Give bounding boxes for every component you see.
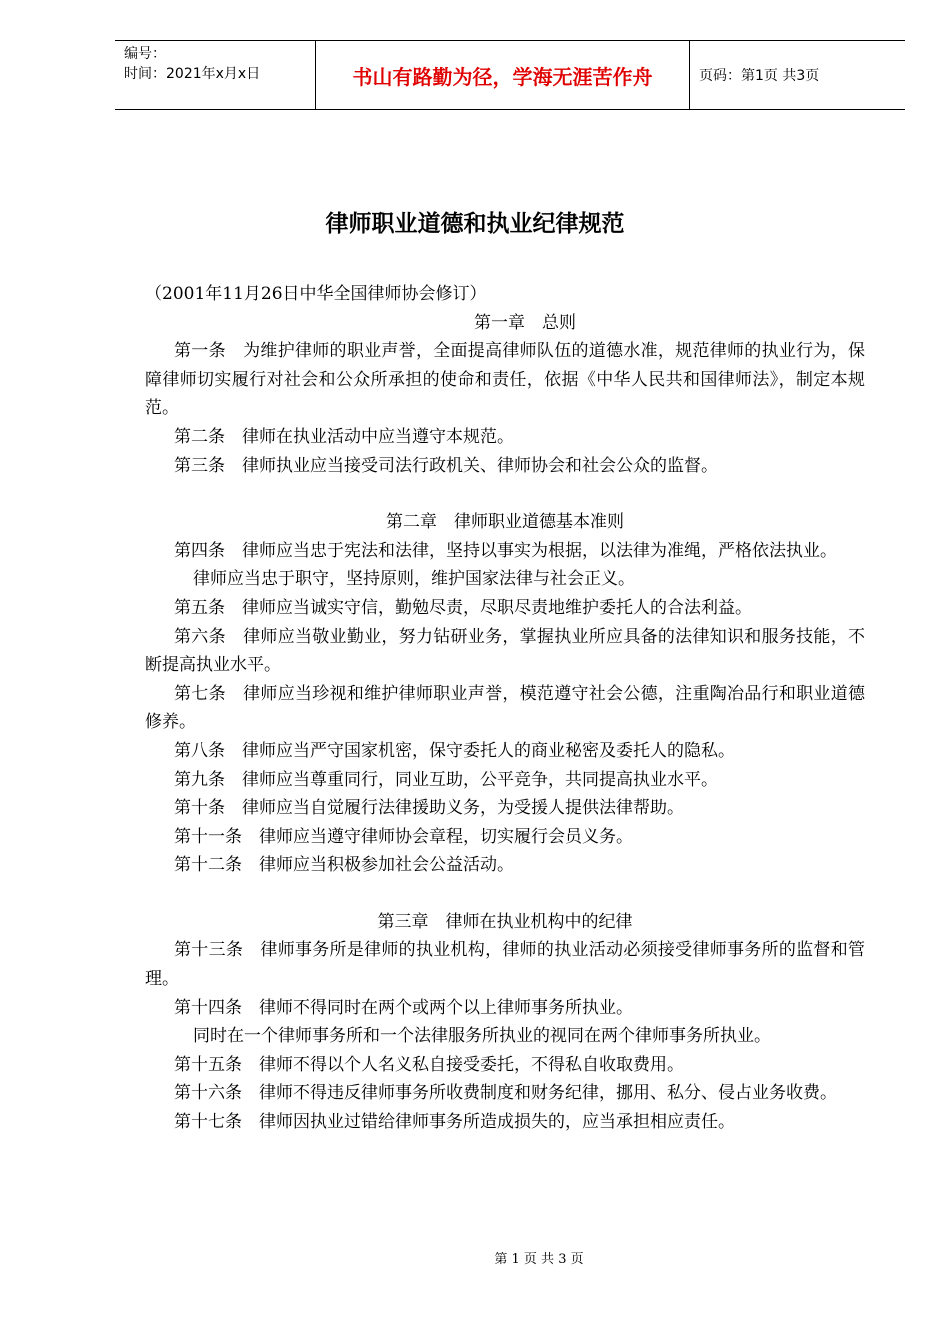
page-footer: 第 1 页 共 3 页 <box>494 1252 584 1267</box>
page-header <box>115 40 905 110</box>
article-paragraph: 第五条 律师应当诚实守信，勤勉尽责，尽职尽责地维护委托人的合法利益。 <box>174 597 752 618</box>
article-paragraph: 第十四条 律师不得同时在两个或两个以上律师事务所执业。 <box>174 997 633 1018</box>
chapter-heading: 第一章 总则 <box>474 312 576 333</box>
article-paragraph: 同时在一个律师事务所和一个法律服务所执业的视同在两个律师事务所执业。 <box>193 1026 771 1047</box>
document-body <box>145 280 865 1137</box>
spacer <box>145 880 865 908</box>
article-paragraph: 第六条 律师应当敬业勤业，努力钻研业务，掌握执业所应具备的法律知识和服务技能，不断提高执业水平。 <box>145 626 865 676</box>
header-page-label: 页码：第1页 共3页 <box>699 68 820 84</box>
header-meta <box>115 41 316 109</box>
article-paragraph: 第十一条 律师应当遵守律师协会章程，切实履行会员义务。 <box>174 826 633 847</box>
document-title: 律师职业道德和执业纪律规范 <box>325 211 625 237</box>
article-paragraph: 第八条 律师应当严守国家机密，保守委托人的商业秘密及委托人的隐私。 <box>174 740 735 761</box>
article-paragraph: 第十条 律师应当自觉履行法律援助义务，为受援人提供法律帮助。 <box>174 798 684 819</box>
article-paragraph: 第七条 律师应当珍视和维护律师职业声誉，模范遵守社会公德，注重陶冶品行和职业道德修养。 <box>145 683 865 733</box>
time-label: 时间：2021年x月x日 <box>124 66 261 82</box>
article-paragraph: 第十七条 律师因执业过错给律师事务所造成损失的，应当承担相应责任。 <box>174 1112 735 1133</box>
revision-note: （2001年11月26日中华全国律师协会修订） <box>145 284 487 304</box>
spacer <box>145 480 865 508</box>
chapter-heading: 第三章 律师在执业机构中的纪律 <box>377 911 633 932</box>
article-paragraph: 第三条 律师执业应当接受司法行政机关、律师协会和社会公众的监督。 <box>174 455 718 476</box>
header-slogan: 书山有路勤为径，学海无涯苦作舟 <box>316 41 690 109</box>
article-paragraph: 第二条 律师在执业活动中应当遵守本规范。 <box>174 426 514 447</box>
article-paragraph: 第四条 律师应当忠于宪法和法律，坚持以事实为根据，以法律为准绳，严格依法执业。 <box>174 540 837 561</box>
article-paragraph: 第九条 律师应当尊重同行，同业互助，公平竞争，共同提高执业水平。 <box>174 769 718 790</box>
article-paragraph: 第十二条 律师应当积极参加社会公益活动。 <box>174 855 514 876</box>
article-paragraph: 第十五条 律师不得以个人名义私自接受委托，不得私自收取费用。 <box>174 1054 684 1075</box>
chapter-heading: 第二章 律师职业道德基本准则 <box>386 512 624 533</box>
article-paragraph: 第十三条 律师事务所是律师的执业机构，律师的执业活动必须接受律师事务所的监督和管理。 <box>145 940 865 990</box>
article-paragraph: 第十六条 律师不得违反律师事务所收费制度和财务纪律，挪用、私分、侵占业务收费。 <box>174 1083 837 1104</box>
number-label: 编号： <box>124 46 166 62</box>
article-paragraph: 律师应当忠于职守，坚持原则，维护国家法律与社会正义。 <box>193 569 635 590</box>
article-paragraph: 第一条 为维护律师的职业声誉，全面提高律师队伍的道德水准，规范律师的执业行为，保障律师切实履行对社会和公众所承担的使命和责任，依据《中华人民共和国律师法》，制定本规范。 <box>145 341 865 419</box>
